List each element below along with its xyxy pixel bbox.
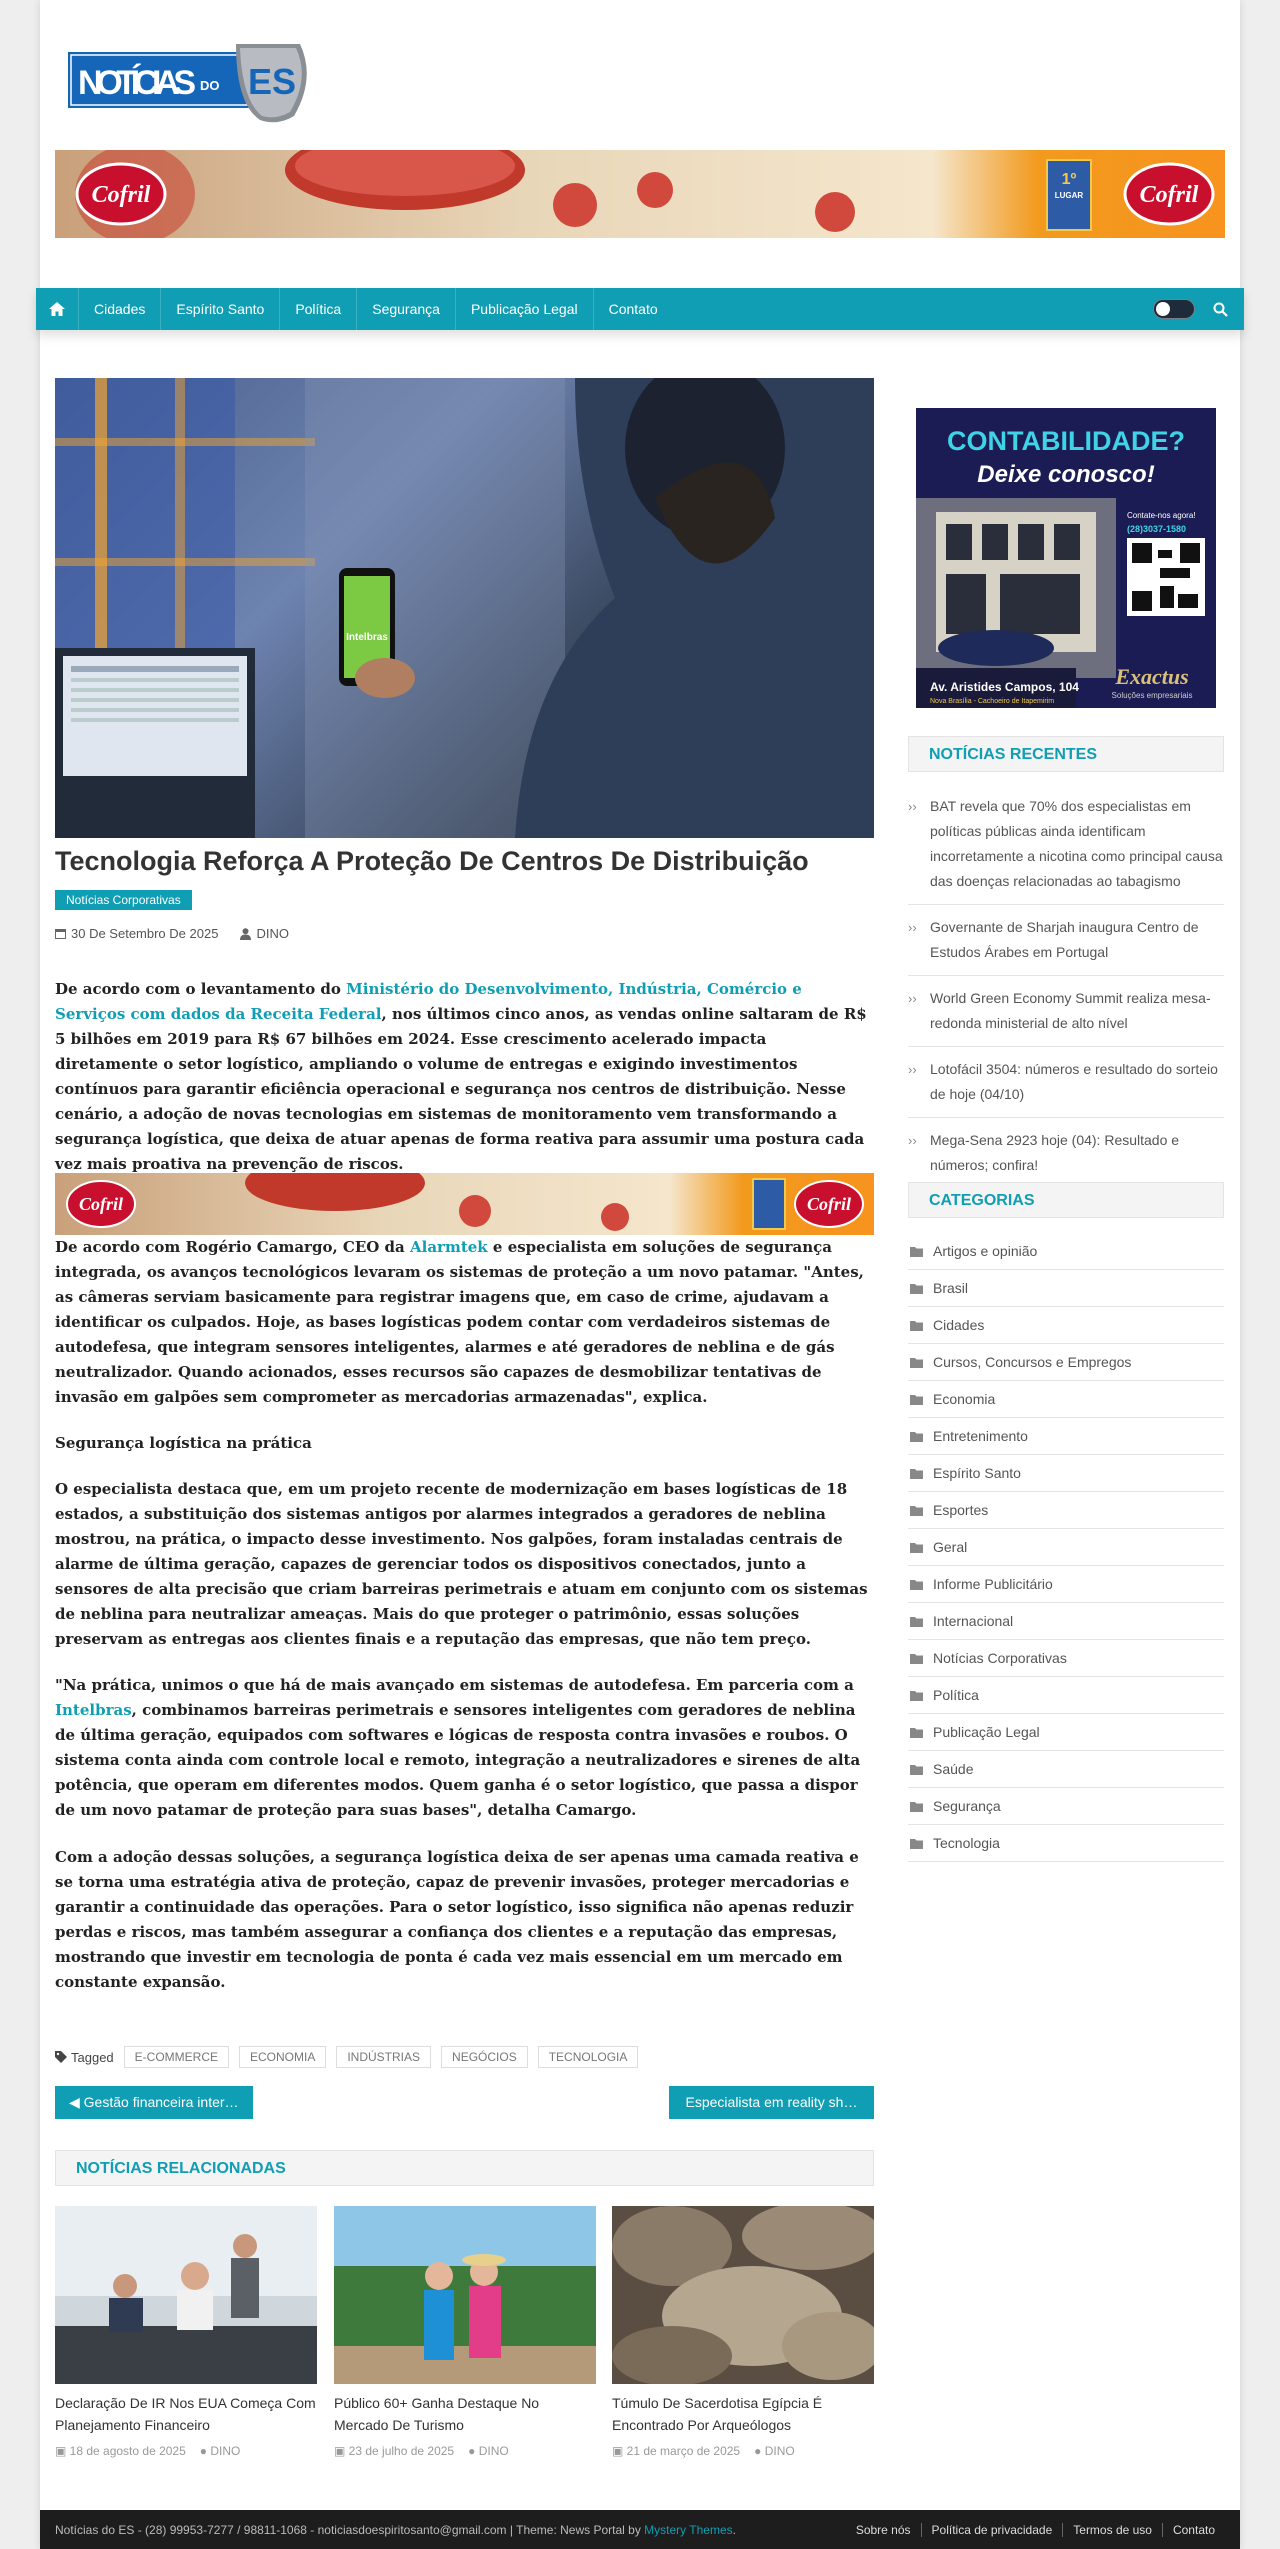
main-nav [36, 288, 1244, 330]
categories-heading: CATEGORIAS [929, 1192, 1035, 1209]
logo-es: ES [248, 61, 297, 102]
footer-link-contato[interactable]: Contato [1162, 2523, 1225, 2537]
sidebar-ad-line2: Deixe conosco! [977, 461, 1155, 488]
folder-icon [910, 1283, 923, 1294]
footer-text: Notícias do ES - (28) 99953-7277 / 98811-1068 - noticiasdoespiritosanto@gmail.com | Theme: News Portal by Mystery Themes. [55, 2522, 736, 2537]
nav-item-espirito-santo[interactable]: Espírito Santo [160, 288, 279, 330]
sidebar-ad-brand-sub: Soluções empresariais [1111, 691, 1193, 700]
double-chevron-icon: ›› [908, 799, 917, 814]
category-item[interactable] [908, 1307, 1224, 1344]
related-heading-box [55, 2150, 874, 2186]
nav-item-politica[interactable]: Política [279, 288, 356, 330]
category-item[interactable] [908, 1455, 1224, 1492]
site-footer [40, 2510, 1240, 2549]
recent-news-item[interactable]: ›› BAT revela que 70% dos especialistas em políticas públicas ainda identificam incorretamente a nicotina como principal causa das doenças relacionadas ao tabagismo [908, 784, 1224, 905]
category-item[interactable] [908, 1825, 1224, 1862]
category-label: Informe Publicitário [933, 1576, 1053, 1592]
category-item[interactable] [908, 1270, 1224, 1307]
category-item[interactable] [908, 1603, 1224, 1640]
category-label: Geral [933, 1539, 968, 1555]
recent-heading: NOTÍCIAS RECENTES [929, 746, 1098, 763]
category-item[interactable] [908, 1714, 1224, 1751]
related-title[interactable]: Público 60+ Ganha Destaque No Mercado De Turismo [334, 2395, 540, 2433]
inline-ad-banner[interactable] [55, 1173, 874, 1235]
related-item[interactable] [612, 2206, 874, 2458]
user-icon [240, 928, 251, 940]
hero-phone-text: Intelbras [346, 632, 388, 643]
nav-item-contato[interactable]: Contato [593, 288, 673, 330]
recent-heading-box [908, 736, 1224, 772]
tag-e-commerce[interactable]: E-COMMERCE [124, 2046, 229, 2068]
recent-news-item[interactable]: ›› Governante de Sharjah inaugura Centro de Estudos Árabes em Portugal [908, 905, 1224, 976]
nav-item-publicacao-legal[interactable]: Publicação Legal [455, 288, 593, 330]
ministerio-link[interactable]: Ministério do Desenvolvimento, Indústria, Comércio e Serviços com dados da Receita Federal [55, 980, 802, 1023]
category-item[interactable] [908, 1418, 1224, 1455]
related-image[interactable] [334, 2206, 596, 2384]
folder-icon [910, 1468, 923, 1479]
category-label: Notícias Corporativas [933, 1650, 1067, 1666]
logo-main: NOTÍCIAS [78, 64, 196, 102]
folder-icon [910, 1320, 923, 1331]
category-item[interactable] [908, 1566, 1224, 1603]
logo-do: DO [200, 78, 220, 93]
inline-ad-brand: Cofril [78, 1194, 124, 1214]
category-item[interactable] [908, 1640, 1224, 1677]
alarmtek-link[interactable]: Alarmtek [410, 1238, 488, 1256]
top-ad-brand-right: Cofril [1139, 182, 1199, 208]
related-image[interactable] [55, 2206, 317, 2384]
tagged-label: Tagged [55, 2050, 114, 2065]
category-label: Esportes [933, 1502, 989, 1518]
recent-news-item[interactable]: ›› World Green Economy Summit realiza mesa-redonda ministerial de alto nível [908, 976, 1224, 1047]
tag-icon [55, 2051, 67, 2063]
footer-link-termos[interactable]: Termos de uso [1062, 2523, 1162, 2537]
folder-icon [910, 1246, 923, 1257]
top-ad-banner[interactable] [55, 150, 1225, 238]
categories-heading-box [908, 1182, 1224, 1218]
home-icon [49, 302, 65, 316]
category-item[interactable] [908, 1751, 1224, 1788]
double-chevron-icon: ›› [908, 920, 917, 935]
related-date: ▣ 18 de agosto de 2025 [55, 2444, 186, 2458]
intelbras-link[interactable]: Intelbras [55, 1701, 132, 1719]
next-post-button[interactable]: Especialista em reality sh… [669, 2086, 874, 2119]
sidebar-ad[interactable] [916, 408, 1216, 708]
article-paragraph-3: O especialista destaca que, em um projeto recente de modernização em bases logísticas de 18 estados, a substituição dos sistemas antigos por alarmes integrados a geradores de neblina mostrou, na prática, o impacto desse investimento. Nos galpões, foram instaladas centrais de alarme de última geração, capazes de gerenciar todos os dispositivos conectados, junto a sensores de alta precisão que criam barreiras perimetrais e atuam em conjunto com os sistemas de neblina para neutralizar ameaças. Mais do que proteger o patrimônio, essas soluções preservam as entregas aos clientes finais e a reputação das empresas, que não tem preço. [55, 1480, 868, 1648]
prev-post-button[interactable]: ◀ Gestão financeira inter… [55, 2086, 253, 2119]
article-paragraph-4: "Na prática, unimos o que há de mais avançado em sistemas de autodefesa. Em parceria com a Intelbras, combinamos barreiras perimetrais e sensores inteligentes com geradores de neblina de última geração, equipados com softwares e lógicas de resposta contra invasões e roubos. O sistema conta ainda com controle local e remoto, integração a neutralizadores e sirenes de alta potência, que operam em diferentes modos. Quem ganha é o setor logístico, que passa a dispor de um novo patamar de proteção para suas bases", detalha Camargo. [55, 1676, 861, 1819]
folder-icon [910, 1690, 923, 1701]
category-item[interactable] [908, 1492, 1224, 1529]
category-label: Cidades [933, 1317, 985, 1333]
tag-negocios[interactable]: NEGÓCIOS [441, 2046, 528, 2068]
tag-industrias[interactable]: INDÚSTRIAS [336, 2046, 431, 2068]
folder-icon [910, 1801, 923, 1812]
related-author: ● DINO [468, 2444, 509, 2458]
double-chevron-icon: ›› [908, 991, 917, 1006]
related-title[interactable]: Declaração De IR Nos EUA Começa Com Planejamento Financeiro [55, 2395, 316, 2433]
sidebar-ad-line1: CONTABILIDADE? [947, 426, 1185, 456]
inline-ad-brand-right: Cofril [806, 1194, 852, 1214]
article-paragraph-2: De acordo com Rogério Camargo, CEO da Alarmtek e especialista em soluções de segurança integrada, os avanços tecnológicos levaram os sistemas de proteção a um novo patamar. "Antes, as câmeras serviam basicamente para registrar imagens que, em caso de crime, ajudavam a identificar os culpados. Hoje, as bases logísticas podem contar com verdadeiros sistemas de autodefesa, que integram sensores inteligentes, alarmes e até geradores de neblina e de gás neutralizador. Quando acionados, esses recursos são capazes de desmobilizar tentativas de invasão em galpões sem comprometer as mercadorias armazenadas", explica. [55, 1238, 864, 1406]
category-item[interactable] [908, 1344, 1224, 1381]
sidebar-ad-contact: Contate-nos agora! [1127, 511, 1196, 520]
category-label: Segurança [933, 1798, 1001, 1814]
post-date[interactable]: 30 De Setembro De 2025 [55, 926, 218, 941]
category-item[interactable] [908, 1788, 1224, 1825]
sidebar-ad-address2: Nova Brasília - Cachoeiro de Itapemirim [930, 698, 1055, 705]
article-paragraph-1: De acordo com o levantamento do Ministério do Desenvolvimento, Indústria, Comércio e Serviços com dados da Receita Federal, nos últimos cinco anos, as vendas online saltaram de R$ 5 bilhões em 2019 para R$ 67 bilhões em 2024. Esse crescimento acelerado impacta diretamente o setor logístico, ampliando o volume de entregas e exigindo investimentos contínuos para garantir eficiência operacional e segurança nos centros de distribuição. Nesse cenário, a adoção de novas tecnologias em sistemas de monitoramento vem transformando a segurança logística, que deixa de atuar apenas de forma reativa para assumir uma postura cada vez mais proativa na prevenção de riscos. [55, 980, 867, 1173]
theme-link[interactable]: Mystery Themes [644, 2522, 733, 2537]
related-author: ● DINO [199, 2444, 241, 2458]
folder-icon [910, 1579, 923, 1590]
post-meta [55, 926, 289, 941]
double-chevron-icon: ›› [908, 1062, 917, 1077]
category-label: Internacional [933, 1613, 1014, 1629]
top-ad-brand: Cofril [91, 182, 151, 208]
category-label: Artigos e opinião [933, 1243, 1038, 1259]
category-item[interactable] [908, 1381, 1224, 1418]
post-category-badge[interactable]: Notícias Corporativas [55, 890, 192, 910]
folder-icon [910, 1838, 923, 1849]
category-label: Tecnologia [933, 1835, 1000, 1851]
folder-icon [910, 1431, 923, 1442]
category-label: Brasil [933, 1280, 969, 1296]
dark-mode-toggle[interactable] [1153, 299, 1195, 319]
folder-icon [910, 1616, 923, 1627]
search-icon[interactable] [1213, 302, 1228, 317]
nav-item-cidades[interactable]: Cidades [78, 288, 160, 330]
related-date: ▣ 21 de março de 2025 [612, 2444, 741, 2458]
related-date: ▣ 23 de julho de 2025 [334, 2444, 455, 2458]
category-item[interactable] [908, 1677, 1224, 1714]
nav-home[interactable] [36, 288, 78, 330]
double-chevron-icon: ›› [908, 1133, 917, 1148]
category-label: Entretenimento [933, 1428, 1028, 1444]
category-label: Política [933, 1687, 979, 1703]
related-image[interactable] [612, 2206, 874, 2384]
page [40, 0, 1240, 2549]
related-heading: NOTÍCIAS RELACIONADAS [76, 2160, 286, 2177]
folder-icon [910, 1505, 923, 1516]
top-ad-badge-rank: 1º [1061, 171, 1077, 188]
recent-news-list [908, 784, 1224, 1189]
sidebar-ad-phone: (28)3037-1580 [1127, 524, 1187, 534]
folder-icon [910, 1653, 923, 1664]
article-paragraph-5: Com a adoção dessas soluções, a segurança logística deixa de ser apenas uma camada reativa e se torna uma estratégia ativa de proteção, capaz de prevenir invasões, proteger mercadorias e garantir a continuidade das operações. Para o setor logístico, isso significa não apenas reduzir perdas e riscos, mas também assegurar a confiança dos clientes e a reputação das empresas, mostrando que investir em tecnologia de ponta é cada vez mais essencial em um mercado em constante expansão. [55, 1848, 859, 1991]
related-title[interactable]: Túmulo De Sacerdotisa Egípcia É Encontrado Por Arqueólogos [612, 2395, 823, 2433]
folder-icon [910, 1727, 923, 1738]
sidebar-ad-address: Av. Aristides Campos, 104 [930, 680, 1079, 694]
folder-icon [910, 1764, 923, 1775]
recent-news-item[interactable]: ›› Lotofácil 3504: números e resultado do sorteio de hoje (04/10) [908, 1047, 1224, 1118]
chevron-left-icon: ◀ [69, 2094, 80, 2110]
related-item[interactable] [334, 2206, 596, 2458]
footer-link-privacidade[interactable]: Política de privacidade [921, 2523, 1063, 2537]
footer-link-sobre[interactable]: Sobre nós [855, 2522, 911, 2537]
post-tags [55, 2046, 638, 2068]
category-label: Economia [933, 1391, 996, 1407]
tag-tecnologia[interactable]: TECNOLOGIA [538, 2046, 639, 2068]
featured-image [55, 378, 874, 838]
article-subheading: Segurança logística na prática [55, 1434, 312, 1452]
related-author: ● DINO [754, 2444, 795, 2458]
category-label: Publicação Legal [933, 1724, 1040, 1740]
calendar-icon [55, 928, 66, 939]
folder-icon [910, 1394, 923, 1405]
category-label: Saúde [933, 1761, 974, 1777]
category-label: Cursos, Concursos e Empregos [933, 1354, 1132, 1370]
site-logo[interactable] [68, 38, 318, 128]
sidebar-ad-brand: Exactus [1115, 664, 1189, 689]
categories-list [908, 1233, 1224, 1862]
post-author[interactable]: DINO [240, 926, 289, 941]
top-ad-badge-label: LUGAR [1054, 191, 1084, 200]
category-item[interactable] [908, 1529, 1224, 1566]
category-label: Espírito Santo [933, 1465, 1021, 1481]
nav-item-seguranca[interactable]: Segurança [356, 288, 455, 330]
post-title: Tecnologia Reforça A Proteção De Centros De Distribuição [55, 846, 809, 876]
category-item[interactable] [908, 1233, 1224, 1270]
related-item[interactable] [55, 2206, 317, 2458]
folder-icon [910, 1357, 923, 1368]
tag-economia[interactable]: ECONOMIA [239, 2046, 326, 2068]
recent-news-item[interactable]: ›› Mega-Sena 2923 hoje (04): Resultado e números; confira! [908, 1118, 1224, 1189]
folder-icon [910, 1542, 923, 1553]
